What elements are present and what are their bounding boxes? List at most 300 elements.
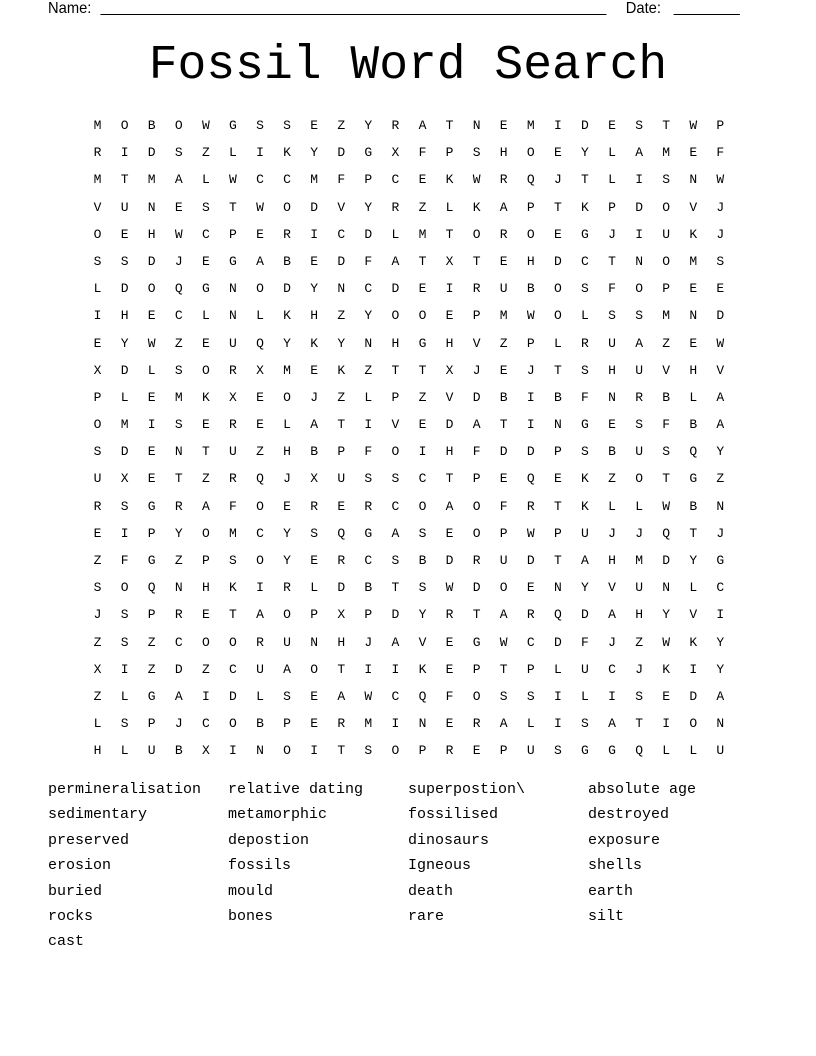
- grid-letter[interactable]: A: [391, 634, 400, 650]
- grid-letter[interactable]: C: [391, 172, 400, 188]
- grid-letter[interactable]: D: [581, 607, 589, 623]
- grid-letter[interactable]: P: [93, 389, 102, 405]
- grid-letter[interactable]: Q: [337, 525, 346, 541]
- grid-letter[interactable]: D: [337, 580, 346, 596]
- grid-letter[interactable]: D: [472, 580, 481, 596]
- grid-letter[interactable]: U: [337, 471, 346, 487]
- grid-letter[interactable]: T: [553, 498, 562, 514]
- grid-letter[interactable]: U: [499, 281, 508, 297]
- grid-letter[interactable]: B: [364, 580, 373, 596]
- grid-letter[interactable]: J: [716, 199, 725, 215]
- grid-letter[interactable]: I: [662, 716, 671, 732]
- grid-letter[interactable]: O: [93, 417, 102, 433]
- grid-letter[interactable]: E: [662, 688, 671, 704]
- grid-letter[interactable]: P: [201, 553, 210, 568]
- grid-letter[interactable]: K: [283, 145, 291, 161]
- grid-letter[interactable]: Z: [201, 661, 210, 677]
- grid-letter[interactable]: C: [581, 253, 589, 269]
- grid-letter[interactable]: G: [581, 417, 589, 433]
- grid-letter[interactable]: P: [364, 607, 373, 623]
- grid-letter[interactable]: G: [608, 743, 616, 759]
- grid-letter[interactable]: D: [310, 199, 319, 215]
- grid-letter[interactable]: D: [445, 417, 454, 433]
- grid-letter[interactable]: D: [391, 281, 400, 297]
- grid-letter[interactable]: A: [391, 253, 400, 269]
- grid-letter[interactable]: T: [553, 362, 562, 378]
- grid-letter[interactable]: Z: [635, 634, 643, 650]
- grid-letter[interactable]: D: [283, 281, 291, 297]
- grid-letter[interactable]: Q: [256, 471, 264, 487]
- grid-letter[interactable]: L: [689, 580, 698, 596]
- grid-letter[interactable]: O: [472, 688, 481, 704]
- grid-letter[interactable]: L: [93, 281, 102, 297]
- grid-letter[interactable]: I: [310, 226, 319, 242]
- grid-letter[interactable]: R: [499, 226, 508, 242]
- grid-letter[interactable]: T: [229, 199, 237, 215]
- grid-letter[interactable]: F: [716, 145, 725, 161]
- grid-letter[interactable]: C: [229, 661, 237, 677]
- grid-letter[interactable]: N: [662, 580, 671, 596]
- grid-letter[interactable]: T: [499, 661, 508, 677]
- grid-letter[interactable]: T: [689, 525, 698, 541]
- grid-letter[interactable]: I: [553, 688, 562, 704]
- grid-letter[interactable]: E: [256, 226, 264, 242]
- grid-letter[interactable]: X: [229, 389, 237, 405]
- grid-letter[interactable]: X: [93, 661, 102, 677]
- grid-letter[interactable]: Y: [174, 525, 183, 541]
- grid-letter[interactable]: Z: [147, 661, 156, 677]
- grid-letter[interactable]: V: [689, 607, 698, 623]
- grid-letter[interactable]: R: [635, 389, 643, 405]
- grid-letter[interactable]: B: [553, 389, 562, 405]
- grid-letter[interactable]: E: [201, 417, 210, 433]
- grid-letter[interactable]: Q: [526, 172, 535, 188]
- grid-letter[interactable]: P: [445, 145, 454, 161]
- grid-letter[interactable]: R: [472, 281, 481, 297]
- grid-letter[interactable]: O: [662, 199, 671, 215]
- grid-letter[interactable]: O: [174, 118, 183, 133]
- grid-letter[interactable]: U: [229, 335, 237, 351]
- grid-letter[interactable]: A: [256, 607, 264, 623]
- grid-letter[interactable]: H: [391, 335, 400, 351]
- grid-letter[interactable]: M: [364, 716, 373, 732]
- grid-letter[interactable]: S: [120, 716, 129, 732]
- grid-letter[interactable]: S: [229, 553, 237, 568]
- grid-letter[interactable]: L: [553, 335, 562, 351]
- grid-letter[interactable]: Q: [553, 607, 562, 623]
- grid-letter[interactable]: F: [364, 253, 373, 269]
- grid-letter[interactable]: O: [201, 525, 210, 541]
- grid-letter[interactable]: T: [553, 199, 562, 215]
- grid-letter[interactable]: L: [256, 308, 264, 324]
- grid-letter[interactable]: O: [120, 580, 129, 596]
- grid-letter[interactable]: T: [418, 362, 427, 378]
- grid-letter[interactable]: H: [310, 308, 319, 324]
- grid-letter[interactable]: U: [93, 471, 102, 487]
- grid-letter[interactable]: Y: [283, 525, 291, 541]
- grid-letter[interactable]: I: [445, 281, 454, 297]
- grid-letter[interactable]: Z: [337, 389, 346, 405]
- grid-letter[interactable]: W: [716, 172, 725, 188]
- grid-letter[interactable]: S: [174, 145, 183, 161]
- grid-letter[interactable]: D: [689, 688, 698, 704]
- grid-letter[interactable]: S: [635, 118, 643, 133]
- grid-letter[interactable]: I: [310, 743, 319, 759]
- grid-letter[interactable]: E: [93, 525, 102, 541]
- grid-letter[interactable]: G: [229, 253, 237, 269]
- grid-letter[interactable]: S: [120, 634, 129, 650]
- grid-letter[interactable]: G: [581, 743, 589, 759]
- grid-letter[interactable]: F: [418, 145, 427, 161]
- grid-letter[interactable]: T: [635, 716, 643, 732]
- grid-letter[interactable]: L: [581, 308, 589, 324]
- grid-letter[interactable]: A: [201, 498, 210, 514]
- grid-letter[interactable]: M: [310, 172, 319, 188]
- grid-letter[interactable]: D: [526, 553, 535, 568]
- grid-letter[interactable]: S: [526, 688, 535, 704]
- grid-letter[interactable]: E: [472, 743, 481, 759]
- grid-letter[interactable]: R: [229, 417, 237, 433]
- grid-letter[interactable]: B: [689, 417, 698, 433]
- grid-letter[interactable]: P: [472, 471, 481, 487]
- grid-letter[interactable]: D: [526, 444, 535, 460]
- grid-letter[interactable]: N: [689, 172, 698, 188]
- grid-letter[interactable]: E: [553, 226, 562, 242]
- grid-letter[interactable]: N: [337, 281, 346, 297]
- grid-letter[interactable]: D: [229, 688, 237, 704]
- grid-letter[interactable]: L: [256, 688, 264, 704]
- grid-letter[interactable]: C: [526, 634, 535, 650]
- grid-letter[interactable]: K: [418, 661, 427, 677]
- grid-letter[interactable]: C: [364, 281, 373, 297]
- grid-letter[interactable]: K: [689, 226, 698, 242]
- grid-letter[interactable]: X: [445, 362, 454, 378]
- grid-letter[interactable]: O: [283, 607, 291, 623]
- grid-letter[interactable]: Z: [93, 553, 102, 568]
- grid-letter[interactable]: E: [445, 634, 454, 650]
- grid-letter[interactable]: S: [635, 688, 643, 704]
- grid-letter[interactable]: E: [499, 253, 508, 269]
- grid-letter[interactable]: L: [689, 743, 698, 759]
- grid-letter[interactable]: L: [120, 688, 129, 704]
- grid-letter[interactable]: E: [608, 118, 616, 133]
- grid-letter[interactable]: V: [608, 580, 616, 596]
- grid-letter[interactable]: Z: [147, 634, 156, 650]
- grid-letter[interactable]: P: [391, 389, 400, 405]
- grid-letter[interactable]: I: [553, 118, 562, 133]
- grid-letter[interactable]: K: [581, 199, 589, 215]
- grid-letter[interactable]: U: [635, 580, 643, 596]
- grid-letter[interactable]: S: [391, 553, 400, 568]
- grid-letter[interactable]: Z: [418, 199, 427, 215]
- grid-letter[interactable]: S: [201, 199, 210, 215]
- grid-letter[interactable]: L: [201, 172, 210, 188]
- grid-letter[interactable]: F: [608, 281, 616, 297]
- grid-letter[interactable]: K: [689, 634, 698, 650]
- grid-letter[interactable]: F: [581, 634, 589, 650]
- grid-letter[interactable]: T: [120, 172, 129, 188]
- grid-letter[interactable]: C: [201, 716, 210, 732]
- grid-letter[interactable]: A: [635, 145, 643, 161]
- grid-letter[interactable]: I: [526, 389, 535, 405]
- grid-letter[interactable]: L: [662, 743, 671, 759]
- grid-letter[interactable]: I: [256, 145, 264, 161]
- grid-letter[interactable]: E: [553, 471, 562, 487]
- grid-letter[interactable]: F: [337, 172, 346, 188]
- grid-letter[interactable]: L: [635, 498, 643, 514]
- grid-letter[interactable]: C: [283, 172, 291, 188]
- grid-letter[interactable]: J: [716, 525, 725, 541]
- grid-letter[interactable]: P: [662, 281, 671, 297]
- grid-letter[interactable]: E: [310, 716, 319, 732]
- grid-letter[interactable]: P: [472, 661, 481, 677]
- name-blank-line[interactable]: [100, 14, 606, 15]
- grid-letter[interactable]: B: [499, 389, 508, 405]
- grid-letter[interactable]: D: [662, 553, 671, 568]
- grid-letter[interactable]: R: [337, 553, 346, 568]
- grid-letter[interactable]: Z: [364, 362, 373, 378]
- grid-letter[interactable]: L: [445, 199, 454, 215]
- grid-letter[interactable]: G: [418, 335, 427, 351]
- grid-letter[interactable]: Y: [283, 553, 291, 568]
- grid-letter[interactable]: P: [472, 308, 481, 324]
- grid-letter[interactable]: Z: [174, 335, 183, 351]
- grid-letter[interactable]: E: [201, 253, 210, 269]
- grid-letter[interactable]: R: [364, 498, 373, 514]
- grid-letter[interactable]: S: [418, 580, 427, 596]
- grid-letter[interactable]: P: [147, 525, 156, 541]
- grid-letter[interactable]: N: [229, 281, 237, 297]
- grid-letter[interactable]: H: [120, 308, 129, 324]
- grid-letter[interactable]: S: [553, 743, 562, 759]
- grid-letter[interactable]: E: [418, 281, 427, 297]
- grid-letter[interactable]: O: [418, 498, 427, 514]
- grid-letter[interactable]: N: [689, 308, 698, 324]
- grid-letter[interactable]: J: [608, 525, 616, 541]
- grid-letter[interactable]: A: [608, 716, 616, 732]
- grid-letter[interactable]: S: [256, 118, 264, 133]
- grid-letter[interactable]: R: [445, 743, 454, 759]
- grid-letter[interactable]: L: [120, 743, 129, 759]
- grid-letter[interactable]: U: [608, 335, 616, 351]
- grid-letter[interactable]: S: [120, 607, 129, 623]
- grid-letter[interactable]: P: [310, 607, 319, 623]
- grid-letter[interactable]: L: [229, 145, 237, 161]
- grid-letter[interactable]: E: [201, 335, 210, 351]
- grid-letter[interactable]: C: [391, 688, 400, 704]
- grid-letter[interactable]: Y: [418, 607, 427, 623]
- grid-letter[interactable]: Q: [147, 580, 156, 596]
- grid-letter[interactable]: Z: [337, 118, 346, 133]
- grid-letter[interactable]: P: [526, 661, 535, 677]
- grid-letter[interactable]: O: [472, 226, 481, 242]
- grid-letter[interactable]: U: [256, 661, 264, 677]
- grid-letter[interactable]: Z: [716, 471, 725, 487]
- grid-letter[interactable]: E: [310, 688, 319, 704]
- grid-letter[interactable]: A: [472, 417, 481, 433]
- grid-letter[interactable]: L: [526, 716, 535, 732]
- grid-letter[interactable]: E: [120, 226, 129, 242]
- grid-letter[interactable]: H: [499, 145, 508, 161]
- grid-letter[interactable]: P: [553, 525, 562, 541]
- grid-letter[interactable]: H: [337, 634, 346, 650]
- grid-letter[interactable]: S: [93, 253, 102, 269]
- grid-letter[interactable]: K: [472, 199, 481, 215]
- grid-letter[interactable]: P: [283, 716, 291, 732]
- grid-letter[interactable]: I: [120, 525, 129, 541]
- grid-letter[interactable]: V: [391, 417, 400, 433]
- grid-letter[interactable]: V: [472, 335, 481, 351]
- grid-letter[interactable]: H: [147, 226, 156, 242]
- grid-letter[interactable]: M: [283, 362, 291, 378]
- grid-letter[interactable]: F: [229, 498, 237, 514]
- grid-letter[interactable]: R: [581, 335, 589, 351]
- grid-letter[interactable]: O: [553, 281, 562, 297]
- grid-letter[interactable]: L: [391, 226, 400, 242]
- grid-letter[interactable]: M: [93, 172, 102, 188]
- grid-letter[interactable]: D: [337, 253, 346, 269]
- grid-letter[interactable]: A: [608, 607, 616, 623]
- grid-letter[interactable]: A: [256, 253, 264, 269]
- grid-letter[interactable]: D: [147, 145, 156, 161]
- grid-letter[interactable]: E: [445, 308, 454, 324]
- grid-letter[interactable]: X: [310, 471, 319, 487]
- grid-letter[interactable]: S: [472, 145, 481, 161]
- grid-letter[interactable]: C: [174, 634, 183, 650]
- grid-letter[interactable]: Q: [689, 444, 698, 460]
- grid-letter[interactable]: E: [689, 145, 698, 161]
- grid-letter[interactable]: E: [93, 335, 102, 351]
- grid-letter[interactable]: O: [391, 308, 400, 324]
- grid-letter[interactable]: I: [418, 444, 427, 460]
- grid-letter[interactable]: J: [553, 172, 562, 188]
- grid-letter[interactable]: J: [364, 634, 373, 650]
- grid-letter[interactable]: O: [147, 281, 156, 297]
- grid-letter[interactable]: C: [337, 226, 346, 242]
- grid-letter[interactable]: N: [174, 580, 183, 596]
- grid-letter[interactable]: N: [608, 389, 616, 405]
- grid-letter[interactable]: D: [120, 362, 129, 378]
- grid-letter[interactable]: R: [472, 716, 481, 732]
- grid-letter[interactable]: H: [283, 444, 291, 460]
- grid-letter[interactable]: W: [364, 688, 373, 704]
- grid-letter[interactable]: J: [526, 362, 535, 378]
- grid-letter[interactable]: N: [418, 716, 427, 732]
- grid-letter[interactable]: H: [526, 253, 535, 269]
- grid-letter[interactable]: E: [147, 444, 156, 460]
- grid-letter[interactable]: A: [499, 199, 508, 215]
- grid-letter[interactable]: E: [608, 417, 616, 433]
- grid-letter[interactable]: S: [662, 172, 671, 188]
- grid-letter[interactable]: E: [283, 498, 291, 514]
- grid-letter[interactable]: S: [635, 417, 643, 433]
- grid-letter[interactable]: S: [662, 444, 671, 460]
- grid-letter[interactable]: R: [93, 498, 102, 514]
- grid-letter[interactable]: D: [716, 308, 725, 324]
- grid-letter[interactable]: Z: [662, 335, 671, 351]
- grid-letter[interactable]: S: [174, 362, 183, 378]
- grid-letter[interactable]: W: [499, 634, 508, 650]
- grid-letter[interactable]: O: [229, 716, 237, 732]
- grid-letter[interactable]: M: [229, 525, 237, 541]
- grid-letter[interactable]: E: [418, 172, 427, 188]
- grid-letter[interactable]: K: [581, 498, 589, 514]
- grid-letter[interactable]: S: [581, 281, 589, 297]
- grid-letter[interactable]: P: [499, 743, 508, 759]
- grid-letter[interactable]: I: [201, 688, 210, 704]
- grid-letter[interactable]: A: [337, 688, 346, 704]
- grid-letter[interactable]: U: [147, 743, 156, 759]
- grid-letter[interactable]: U: [635, 362, 643, 378]
- grid-letter[interactable]: R: [229, 471, 237, 487]
- grid-letter[interactable]: R: [174, 498, 183, 514]
- grid-letter[interactable]: J: [283, 471, 291, 487]
- grid-letter[interactable]: R: [337, 716, 346, 732]
- grid-letter[interactable]: I: [147, 417, 156, 433]
- grid-letter[interactable]: P: [229, 226, 237, 242]
- grid-letter[interactable]: S: [310, 525, 319, 541]
- grid-letter[interactable]: Y: [364, 308, 373, 324]
- grid-letter[interactable]: Y: [662, 607, 671, 623]
- grid-letter[interactable]: F: [581, 389, 589, 405]
- grid-letter[interactable]: T: [553, 553, 562, 568]
- grid-letter[interactable]: X: [120, 471, 129, 487]
- grid-letter[interactable]: B: [526, 281, 535, 297]
- grid-letter[interactable]: E: [499, 118, 508, 133]
- grid-letter[interactable]: A: [581, 553, 589, 568]
- grid-letter[interactable]: Y: [364, 118, 373, 133]
- grid-letter[interactable]: N: [364, 335, 373, 351]
- grid-letter[interactable]: I: [93, 308, 102, 324]
- grid-letter[interactable]: E: [553, 145, 562, 161]
- grid-letter[interactable]: G: [147, 553, 156, 568]
- grid-letter[interactable]: P: [147, 716, 156, 732]
- grid-letter[interactable]: N: [256, 743, 264, 759]
- grid-letter[interactable]: Y: [581, 145, 589, 161]
- grid-letter[interactable]: Y: [310, 145, 319, 161]
- grid-letter[interactable]: T: [662, 471, 671, 487]
- grid-letter[interactable]: D: [364, 226, 373, 242]
- grid-letter[interactable]: O: [93, 226, 102, 242]
- grid-letter[interactable]: F: [499, 498, 508, 514]
- grid-letter[interactable]: O: [256, 553, 264, 568]
- grid-letter[interactable]: G: [581, 226, 589, 242]
- grid-letter[interactable]: I: [635, 226, 643, 242]
- grid-letter[interactable]: R: [445, 607, 454, 623]
- grid-letter[interactable]: N: [310, 634, 319, 650]
- grid-letter[interactable]: U: [499, 553, 508, 568]
- grid-letter[interactable]: E: [310, 118, 319, 133]
- grid-letter[interactable]: R: [391, 199, 400, 215]
- grid-letter[interactable]: R: [526, 607, 535, 623]
- grid-letter[interactable]: C: [201, 226, 210, 242]
- grid-letter[interactable]: H: [608, 553, 616, 568]
- grid-letter[interactable]: Q: [418, 688, 427, 704]
- grid-letter[interactable]: Z: [337, 308, 346, 324]
- grid-letter[interactable]: C: [608, 661, 616, 677]
- grid-letter[interactable]: O: [499, 580, 508, 596]
- grid-letter[interactable]: J: [174, 716, 183, 732]
- grid-letter[interactable]: A: [635, 335, 643, 351]
- grid-letter[interactable]: W: [174, 226, 183, 242]
- grid-letter[interactable]: W: [662, 634, 671, 650]
- grid-letter[interactable]: E: [716, 281, 725, 297]
- grid-letter[interactable]: V: [662, 362, 671, 378]
- grid-letter[interactable]: B: [283, 253, 291, 269]
- grid-letter[interactable]: E: [174, 199, 183, 215]
- grid-letter[interactable]: H: [608, 362, 616, 378]
- grid-letter[interactable]: M: [689, 253, 698, 269]
